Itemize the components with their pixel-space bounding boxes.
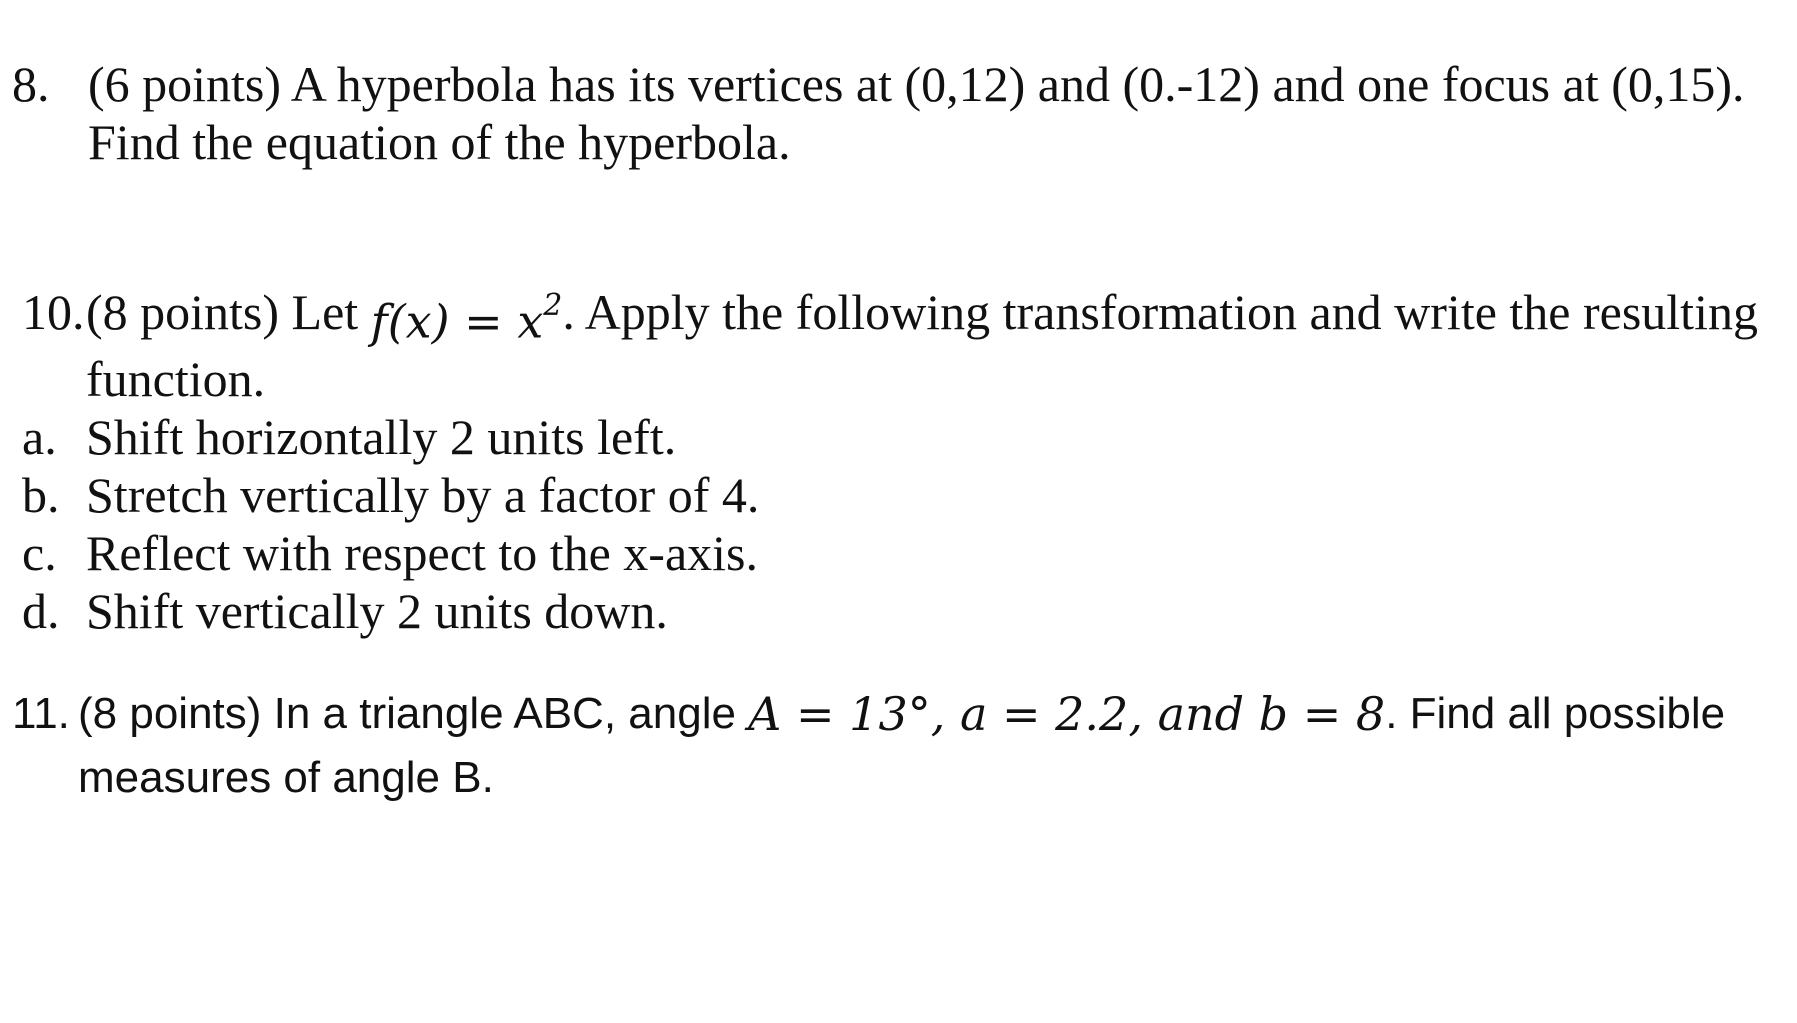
problem-text: measures of angle B. xyxy=(78,753,494,802)
item-text: Reflect with respect to the x-axis. xyxy=(86,525,758,582)
math-expression xyxy=(371,283,563,350)
list-item xyxy=(22,408,1792,466)
problem-text: (6 points) A hyperbola has its vertices at (0,12) and (0.-12) and one focus at (0,15). xyxy=(88,56,1745,112)
problem-8-line-1 xyxy=(12,55,1782,113)
problem-number: 8. xyxy=(12,56,50,112)
list-item xyxy=(22,524,1792,582)
item-text: Shift horizontally 2 units left. xyxy=(86,409,677,466)
list-item xyxy=(22,466,1792,524)
math-expression: A = 13°, a = 2.2, and b = 8 xyxy=(748,687,1386,741)
problem-number: 11. xyxy=(12,689,70,738)
problem-10 xyxy=(22,283,1792,640)
problem-text: Find the equation of the hyperbola. xyxy=(88,114,791,170)
problem-text: . Apply the following transformation and write the resulting xyxy=(562,284,1758,340)
problem-text: . Find all possible xyxy=(1385,689,1726,738)
problem-11-line-1 xyxy=(12,682,1782,746)
problem-text: (8 points) In a triangle ABC, angle xyxy=(78,689,749,738)
math-exponent: 2 xyxy=(543,288,563,323)
item-letter: c. xyxy=(22,525,57,582)
problem-10-line-2 xyxy=(22,350,1792,408)
problem-text: (8 points) Let xyxy=(86,284,371,340)
list-item xyxy=(22,582,1792,640)
item-letter: b. xyxy=(22,467,60,524)
problem-11-line-2 xyxy=(12,746,1782,810)
item-text: Stretch vertically by a factor of 4. xyxy=(86,467,760,524)
item-letter: a. xyxy=(22,409,57,466)
problem-11 xyxy=(12,682,1782,810)
problem-8 xyxy=(12,55,1782,171)
problem-text: function. xyxy=(86,351,266,408)
problem-number: 10. xyxy=(22,284,85,340)
math-expression-base: f(x) = x xyxy=(370,294,544,349)
problem-8-line-2 xyxy=(12,113,1782,171)
item-text: Shift vertically 2 units down. xyxy=(86,583,668,640)
item-letter: d. xyxy=(22,583,60,640)
problem-10-line-1 xyxy=(22,283,1792,350)
